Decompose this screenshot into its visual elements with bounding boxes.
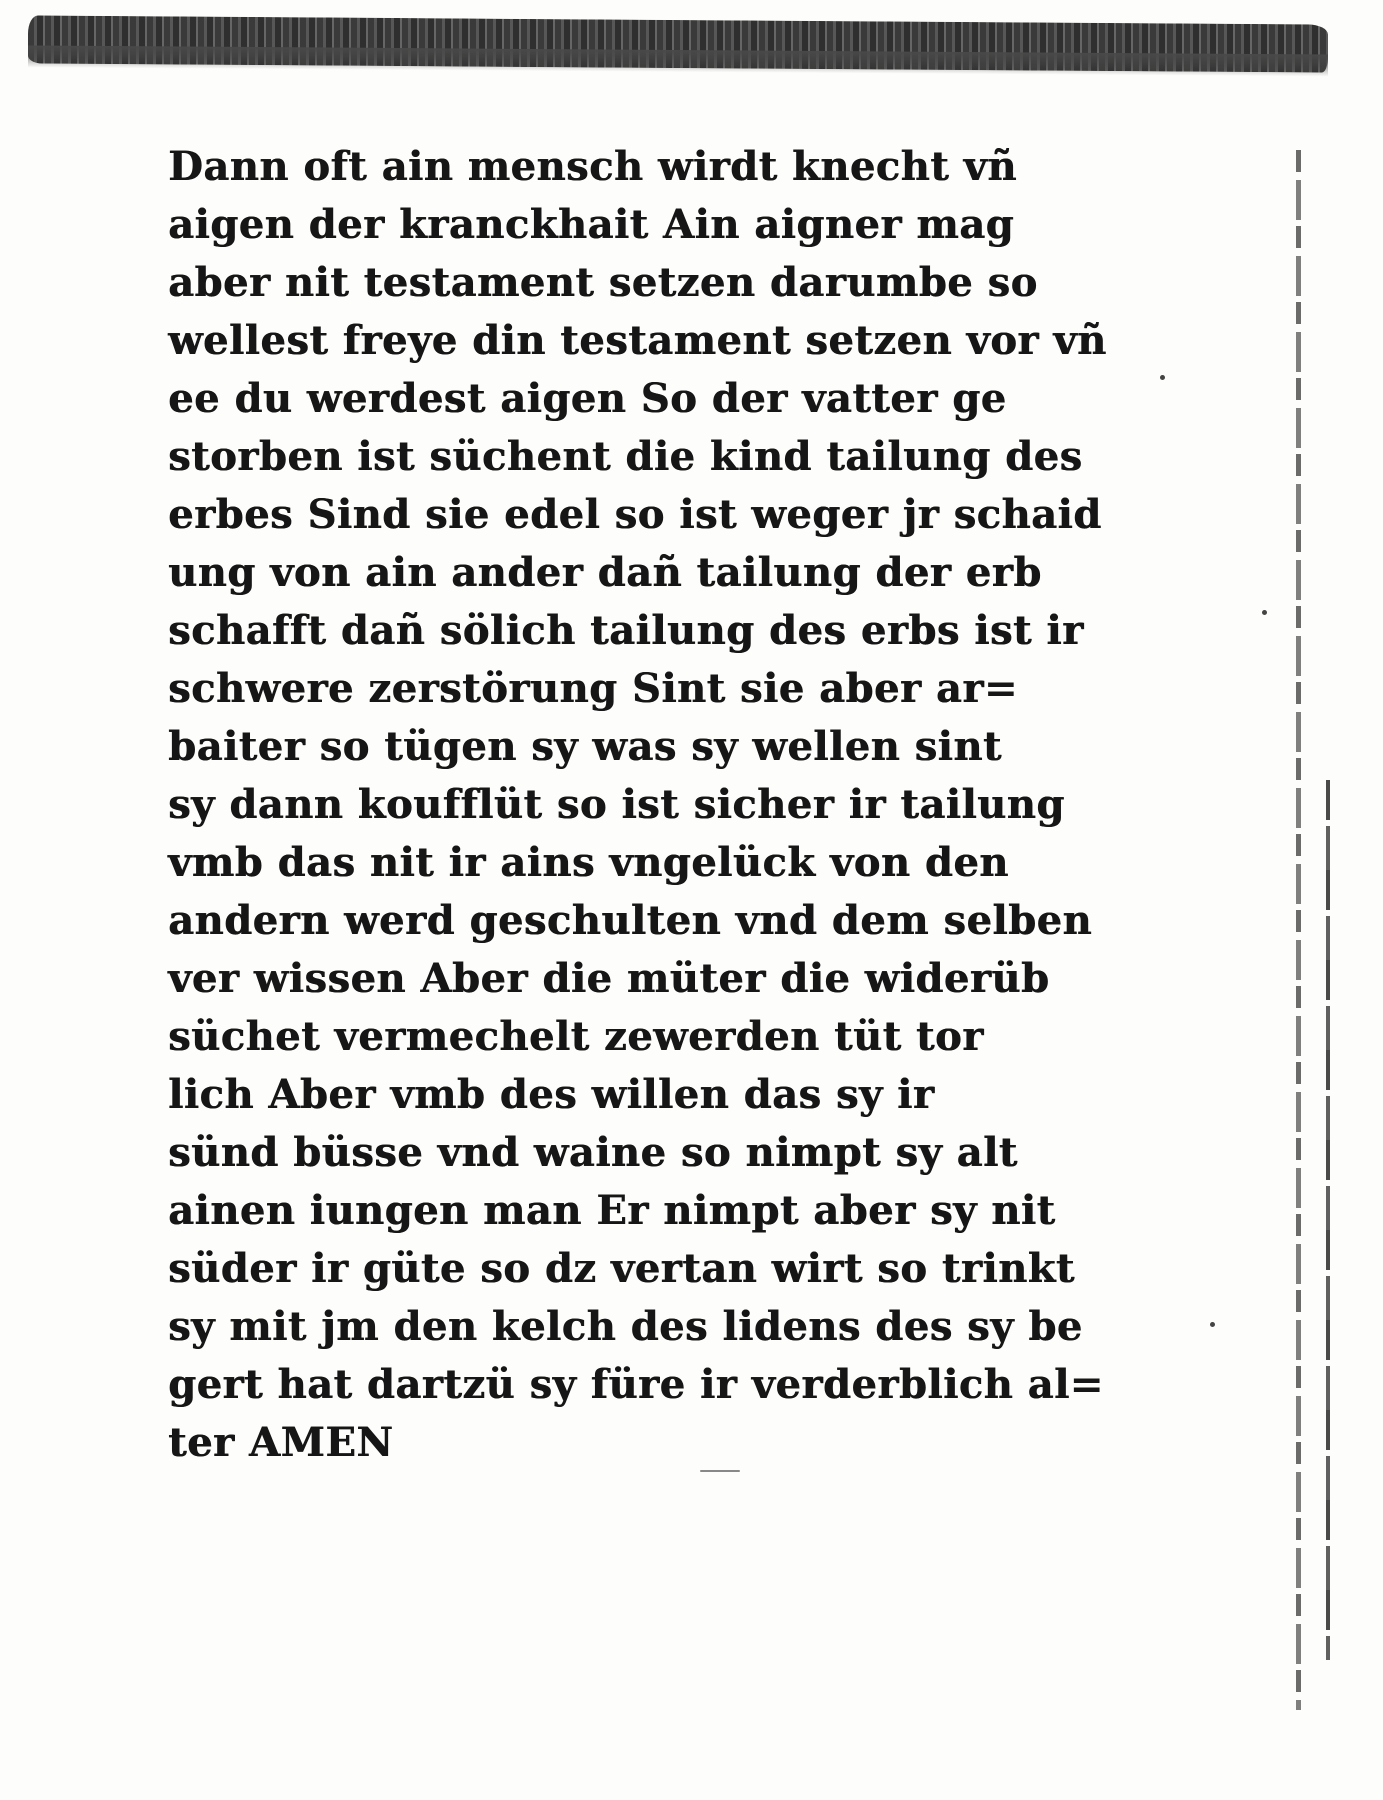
- text-line: aigen der kranckhait Ain aigner mag: [168, 201, 1014, 248]
- printed-text-block: [168, 138, 1168, 1518]
- ink-speck: [1262, 610, 1267, 615]
- text-line: Dann oft ain mensch wirdt knecht vñ: [168, 143, 1017, 190]
- text-line: lich Aber vmb des willen das sy ir: [168, 1071, 935, 1118]
- text-line: ver wissen Aber die müter die widerüb: [168, 955, 1050, 1002]
- text-line: sünd büsse vnd waine so nimpt sy alt: [168, 1129, 1018, 1176]
- text-line: gert hat dartzü sy füre ir verderblich al=: [168, 1361, 1104, 1408]
- text-line: vmb das nit ir ains vngelück von den: [168, 839, 1009, 886]
- text-line: schwere zerstörung Sint sie aber ar=: [168, 665, 1018, 712]
- scan-shadow-binding-edge: [1326, 780, 1330, 1660]
- text-line: ter AMEN: [168, 1419, 394, 1466]
- text-line: andern werd geschulten vnd dem selben: [168, 897, 1092, 944]
- text-line: storben ist süchent die kind tailung des: [168, 433, 1083, 480]
- text-line: wellest freye din testament setzen vor vñ: [168, 317, 1107, 364]
- text-line: sy mit jm den kelch des lidens des sy be: [168, 1303, 1083, 1350]
- text-line: ainen iungen man Er nimpt aber sy nit: [168, 1187, 1056, 1234]
- text-line: süder ir güte so dz vertan wirt so trinkt: [168, 1245, 1075, 1292]
- text-line: ee du werdest aigen So der vatter ge: [168, 375, 1007, 422]
- text-line: aber nit testament setzen darumbe so: [168, 259, 1038, 306]
- scan-shadow-right-edge: [1296, 150, 1301, 1710]
- text-line: erbes Sind sie edel so ist weger jr schaid: [168, 491, 1102, 538]
- text-line: süchet vermechelt zewerden tüt tor: [168, 1013, 984, 1060]
- ink-speck: [1210, 1322, 1215, 1327]
- scan-shadow-top-edge: [28, 15, 1328, 72]
- text-line: baiter so tügen sy was sy wellen sint: [168, 723, 1002, 770]
- text-line: sy dann koufflüt so ist sicher ir tailung: [168, 781, 1065, 828]
- text-line: ung von ain ander dañ tailung der erb: [168, 549, 1042, 596]
- text-line: schafft dañ sölich tailung des erbs ist ir: [168, 607, 1084, 654]
